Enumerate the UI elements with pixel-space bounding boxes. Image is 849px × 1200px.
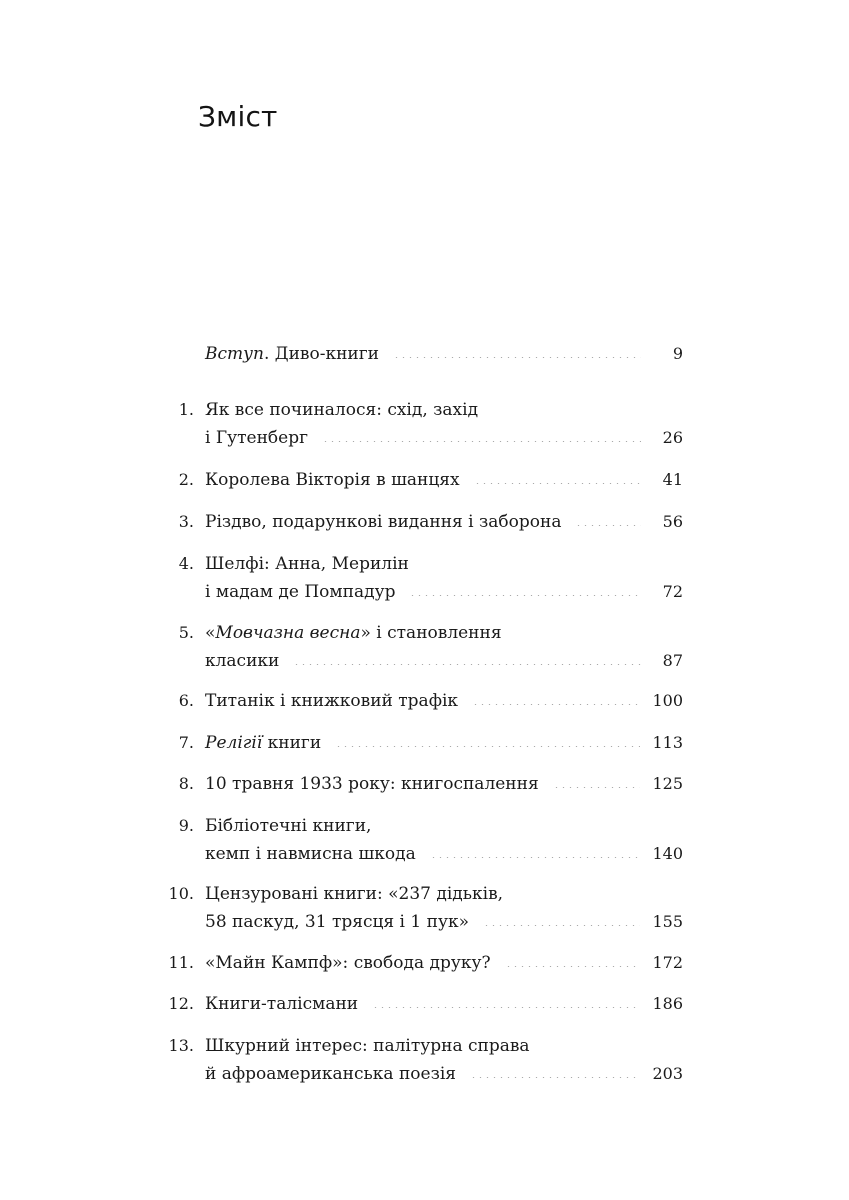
toc-entry-title: Як все починалося: схід, захід	[205, 400, 479, 420]
toc-entry-title: Королева Вікторія в шанцях	[205, 470, 460, 490]
dot-leader	[430, 857, 641, 858]
toc-page-number: 9	[672, 344, 683, 363]
toc-entry-number: 2.	[178, 470, 194, 489]
toc-entry-number: 12.	[168, 994, 194, 1013]
toc-page-number: 125	[652, 774, 683, 793]
toc-entry-title	[205, 340, 379, 368]
toc-line	[205, 619, 683, 647]
toc-page-number: 26	[662, 428, 683, 447]
toc-entry-title-cont: кемп і навмисна шкода	[205, 844, 416, 864]
toc-page-number: 203	[652, 1064, 683, 1083]
toc-line-continued	[205, 424, 683, 452]
toc-entry-number: 5.	[178, 623, 194, 642]
toc-entry-number: 4.	[178, 554, 194, 573]
dot-leader	[335, 746, 640, 747]
toc-entry-number: 9.	[178, 816, 194, 835]
toc-entry-title: Книги-талісмани	[205, 994, 359, 1014]
quote-open: «	[205, 623, 216, 643]
toc-line	[205, 812, 683, 840]
toc-line-continued	[205, 908, 683, 936]
toc-page-number: 113	[652, 733, 683, 752]
toc-entry-title-cont: класики	[205, 651, 280, 671]
toc-line	[205, 770, 683, 798]
toc-page-number: 155	[652, 912, 683, 931]
toc-entry-title: «Майн Кампф»: свобода друку?	[205, 953, 491, 973]
dot-leader	[322, 441, 641, 442]
toc-entry-title	[205, 729, 321, 757]
toc-entry-title-cont: й афроамериканська поезія	[205, 1064, 457, 1084]
toc-line	[205, 729, 683, 757]
dot-leader	[372, 1007, 640, 1008]
toc-title-italic: Мовчазна весна	[215, 623, 361, 643]
toc-line	[205, 880, 683, 908]
toc-line	[205, 550, 683, 578]
toc-line-continued	[205, 647, 683, 675]
toc-page-number: 100	[652, 691, 683, 710]
dot-leader	[483, 925, 640, 926]
page-title: Зміст	[198, 100, 278, 133]
toc-entry-title-cont: 58 паскуд, 31 трясця і 1 пук»	[205, 912, 469, 932]
toc-page-number: 172	[652, 953, 683, 972]
toc-intro-rest: . Диво-книги	[263, 344, 379, 364]
toc-entry-title: Шкурний інтерес: палітурна справа	[205, 1036, 530, 1056]
toc-title-rest: » і становлення	[360, 623, 502, 643]
dot-leader	[470, 1077, 640, 1078]
toc-entry-title	[205, 623, 502, 643]
toc-line-continued	[205, 840, 683, 868]
toc-title-rest: книги	[262, 733, 322, 753]
toc-page-number: 186	[652, 994, 683, 1013]
toc-entry-title: Бібліотечні книги,	[205, 816, 372, 836]
toc-line	[205, 466, 683, 494]
toc-page-number: 72	[662, 582, 683, 601]
toc-line-continued	[205, 578, 683, 606]
dot-leader	[505, 966, 641, 967]
toc-entry-title: Цензуровані книги: «237 дідьків,	[205, 884, 504, 904]
toc-entry-number: 13.	[168, 1036, 194, 1055]
toc-entry-title: Шелфі: Анна, Мерилін	[205, 554, 409, 574]
toc-entry-number: 8.	[178, 774, 194, 793]
toc-page-number: 87	[662, 651, 683, 670]
toc-page-number: 41	[662, 470, 683, 489]
toc-entry-number: 3.	[178, 512, 194, 531]
toc-line-continued	[205, 1060, 683, 1088]
toc-line	[205, 1032, 683, 1060]
toc-entry-number: 6.	[178, 691, 194, 710]
dot-leader	[472, 704, 640, 705]
toc-entry-number: 10.	[168, 884, 194, 903]
toc-entry-title-cont: і мадам де Помпадур	[205, 582, 396, 602]
toc-line	[205, 508, 683, 536]
toc-entry-number: 7.	[178, 733, 194, 752]
dot-leader	[393, 357, 641, 358]
dot-leader	[293, 664, 641, 665]
toc-entry-title-cont: і Гутенберг	[205, 428, 308, 448]
toc-entry-title: Титанік і книжковий трафік	[205, 691, 459, 711]
dot-leader	[553, 787, 641, 788]
dot-leader	[474, 483, 641, 484]
toc-line	[205, 949, 683, 977]
dot-leader	[575, 525, 641, 526]
toc-page-number: 56	[662, 512, 683, 531]
toc-intro-prefix: Вступ	[205, 344, 264, 364]
toc-page-number: 140	[652, 844, 683, 863]
toc-line	[205, 340, 683, 368]
toc-line	[205, 990, 683, 1018]
toc-entry-number: 11.	[168, 953, 194, 972]
toc-line	[205, 396, 683, 424]
toc-line	[205, 687, 683, 715]
dot-leader	[409, 595, 641, 596]
toc-entry-title: Різдво, подарункові видання і заборона	[205, 512, 562, 532]
toc-title-italic: Релігії	[205, 733, 263, 753]
toc-entry-number: 1.	[178, 400, 194, 419]
toc-entry-title: 10 травня 1933 року: книгоспалення	[205, 774, 539, 794]
